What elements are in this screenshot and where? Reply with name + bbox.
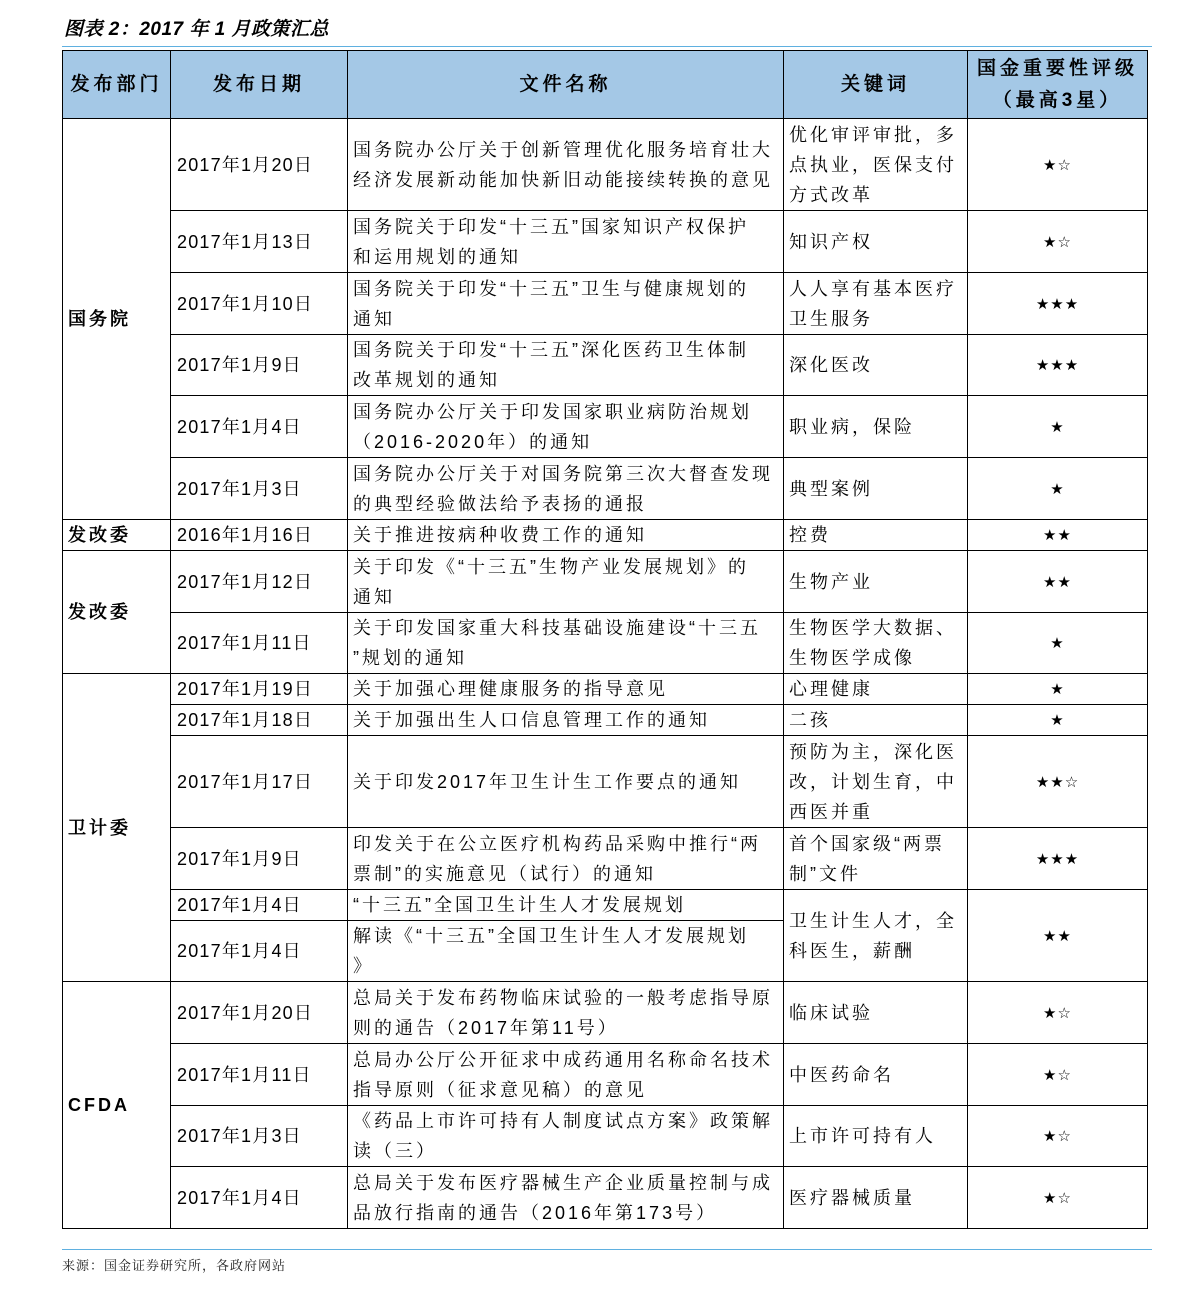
- document-cell: [348, 736, 784, 828]
- rating-stars: ★: [1050, 680, 1065, 698]
- rating-cell: [968, 736, 1148, 828]
- date-cell: [171, 736, 348, 828]
- keywords-text: 卫生计生人才，全 科医生，薪酬: [789, 910, 957, 961]
- header-rating: [968, 51, 1148, 119]
- document-cell: [348, 674, 784, 705]
- document-text: 解读《“十三五”全国卫生计生人才发展规划 》: [353, 926, 749, 976]
- document-cell: [348, 520, 784, 551]
- header-department-text: 发布部门: [70, 73, 163, 95]
- date-text: 2017年1月11日: [177, 633, 312, 653]
- header-keywords-text: 关键词: [840, 73, 910, 95]
- department-text: 发改委: [68, 602, 131, 622]
- date-text: 2017年1月10日: [177, 293, 314, 314]
- keywords-cell: [784, 551, 968, 613]
- department-text: 国务院: [68, 309, 131, 329]
- rating-cell: [968, 1044, 1148, 1106]
- date-text: 2017年1月12日: [177, 571, 314, 592]
- document-cell: [348, 828, 784, 890]
- rating-cell: [968, 119, 1148, 211]
- date-text: 2017年1月3日: [177, 478, 302, 499]
- rating-cell: [968, 211, 1148, 273]
- date-text: 2017年1月4日: [177, 895, 302, 915]
- department-text: CFDA: [68, 1095, 130, 1115]
- keywords-text: 首个国家级“两票 制”文件: [789, 833, 945, 884]
- rating-stars: ★☆: [1043, 1127, 1072, 1145]
- date-text: 2017年1月11日: [177, 1064, 312, 1085]
- keywords-text: 生物产业: [789, 571, 873, 592]
- department-ndrc-2: [63, 551, 171, 674]
- header-date-text: 发布日期: [212, 73, 305, 95]
- date-text: 2016年1月16日: [177, 525, 314, 545]
- document-cell: [348, 396, 784, 458]
- document-text: 关于加强心理健康服务的指导意见: [353, 679, 668, 699]
- rating-stars: ★: [1050, 711, 1065, 729]
- department-state-council: [63, 119, 171, 520]
- date-text: 2017年1月9日: [177, 848, 302, 869]
- date-text: 2017年1月9日: [177, 355, 302, 375]
- date-text: 2017年1月13日: [177, 231, 314, 252]
- date-text: 2017年1月4日: [177, 416, 302, 437]
- rating-cell: [968, 335, 1148, 396]
- document-text: 印发关于在公立医疗机构药品采购中推行“两 票制”的实施意见（试行）的通知: [353, 833, 761, 884]
- rating-stars: ★: [1050, 479, 1065, 498]
- rating-stars: ★★★: [1035, 849, 1080, 868]
- header-department: [63, 51, 171, 119]
- document-cell: [348, 551, 784, 613]
- policy-table: [62, 50, 1148, 1229]
- document-text: 总局关于发布医疗器械生产企业质量控制与成 品放行指南的通告（2016年第173号）: [353, 1172, 773, 1223]
- date-cell: [171, 828, 348, 890]
- document-cell: [348, 1106, 784, 1167]
- rating-stars: ★★: [1043, 572, 1072, 591]
- keywords-cell: [784, 982, 968, 1044]
- date-cell: [171, 273, 348, 335]
- keywords-text: 中医药命名: [789, 1064, 894, 1085]
- document-text: 国务院办公厅关于对国务院第三次大督查发现 的典型经验做法给予表扬的通报: [353, 463, 773, 514]
- keywords-cell: [784, 1106, 968, 1167]
- document-text: 国务院关于印发“十三五”卫生与健康规划的 通知: [353, 278, 749, 329]
- document-text: 关于推进按病种收费工作的通知: [353, 525, 647, 545]
- date-text: 2017年1月17日: [177, 771, 314, 792]
- keywords-text: 上市许可持有人: [789, 1126, 936, 1146]
- document-text: 国务院办公厅关于印发国家职业病防治规划 （2016-2020年）的通知: [353, 401, 752, 452]
- date-cell: [171, 1106, 348, 1167]
- document-cell: [348, 273, 784, 335]
- keywords-text: 优化审评审批，多 点执业，医保支付 方式改革: [789, 124, 957, 205]
- rating-cell: [968, 1106, 1148, 1167]
- date-cell: [171, 674, 348, 705]
- document-text: 国务院办公厅关于创新管理优化服务培育壮大 经济发展新动能加快新旧动能接续转换的意见: [353, 139, 773, 190]
- department-nhfpc: [63, 674, 171, 982]
- document-cell: [348, 211, 784, 273]
- keywords-cell: [784, 674, 968, 705]
- rating-stars: ★★★: [1035, 294, 1080, 313]
- rating-cell: [968, 551, 1148, 613]
- header-keywords: [784, 51, 968, 119]
- date-text: 2017年1月18日: [177, 710, 314, 730]
- date-cell: [171, 982, 348, 1044]
- keywords-text: 医疗器械质量: [789, 1187, 915, 1208]
- document-cell: [348, 335, 784, 396]
- date-cell: [171, 396, 348, 458]
- keywords-text: 临床试验: [789, 1002, 873, 1023]
- keywords-cell: [784, 119, 968, 211]
- date-cell: [171, 551, 348, 613]
- document-text: 国务院关于印发“十三五”深化医药卫生体制 改革规划的通知: [353, 340, 749, 390]
- date-cell: [171, 921, 348, 982]
- document-cell: [348, 458, 784, 520]
- keywords-text: 典型案例: [789, 478, 873, 499]
- document-text: 国务院关于印发“十三五”国家知识产权保护 和运用规划的通知: [353, 216, 749, 267]
- date-cell: [171, 335, 348, 396]
- keywords-text: 深化医改: [789, 355, 873, 375]
- rating-stars: ★: [1050, 634, 1065, 652]
- document-cell: [348, 1167, 784, 1229]
- header-document: [348, 51, 784, 119]
- date-text: 2017年1月19日: [177, 679, 314, 699]
- keywords-cell: [784, 273, 968, 335]
- date-text: 2017年1月4日: [177, 1187, 302, 1208]
- keywords-text: 知识产权: [789, 231, 873, 252]
- header-date: [171, 51, 348, 119]
- document-cell: [348, 705, 784, 736]
- keywords-cell: [784, 211, 968, 273]
- date-cell: [171, 458, 348, 520]
- rating-stars: ★☆: [1043, 155, 1072, 174]
- keywords-text: 人人享有基本医疗 卫生服务: [789, 278, 957, 329]
- rating-stars: ★★☆: [1035, 772, 1080, 791]
- keywords-cell: [784, 890, 968, 982]
- document-cell: [348, 890, 784, 921]
- keywords-cell: [784, 520, 968, 551]
- keywords-text: 生物医学大数据、 生物医学成像: [789, 618, 957, 668]
- date-cell: [171, 1167, 348, 1229]
- document-cell: [348, 119, 784, 211]
- keywords-cell: [784, 1044, 968, 1106]
- keywords-cell: [784, 736, 968, 828]
- keywords-text: 心理健康: [789, 679, 873, 699]
- rating-cell: [968, 520, 1148, 551]
- rating-stars: ★☆: [1043, 232, 1072, 251]
- department-text: 卫计委: [68, 817, 131, 838]
- document-text: 关于印发2017年卫生计生工作要点的通知: [353, 771, 742, 792]
- date-cell: [171, 705, 348, 736]
- source-divider: [62, 1249, 1152, 1250]
- rating-cell: [968, 982, 1148, 1044]
- rating-cell: [968, 396, 1148, 458]
- rating-cell: [968, 273, 1148, 335]
- keywords-cell: [784, 396, 968, 458]
- rating-stars: ★★★: [1035, 356, 1080, 374]
- rating-cell: [968, 828, 1148, 890]
- rating-cell: [968, 890, 1148, 982]
- keywords-cell: [784, 828, 968, 890]
- document-cell: [348, 1044, 784, 1106]
- date-cell: [171, 119, 348, 211]
- keywords-cell: [784, 1167, 968, 1229]
- date-text: 2017年1月20日: [177, 154, 314, 175]
- header-rating-text: 国金重要性评级 （最高3星）: [976, 57, 1138, 111]
- date-text: 2017年1月3日: [177, 1126, 302, 1146]
- document-text: “十三五”全国卫生计生人才发展规划: [353, 895, 686, 915]
- rating-stars: ★★: [1043, 926, 1072, 945]
- rating-stars: ★: [1050, 417, 1065, 436]
- keywords-cell: [784, 705, 968, 736]
- date-cell: [171, 211, 348, 273]
- date-text: 2017年1月4日: [177, 941, 302, 961]
- rating-cell: [968, 1167, 1148, 1229]
- rating-cell: [968, 705, 1148, 736]
- document-cell: [348, 982, 784, 1044]
- page-title: 图表 2：2017 年 1 月政策汇总: [64, 19, 330, 40]
- date-cell: [171, 1044, 348, 1106]
- rating-cell: [968, 458, 1148, 520]
- keywords-cell: [784, 335, 968, 396]
- rating-stars: ★☆: [1043, 1003, 1072, 1022]
- document-text: 总局办公厅公开征求中成药通用名称命名技术 指导原则（征求意见稿）的意见: [353, 1049, 773, 1100]
- keywords-cell: [784, 458, 968, 520]
- document-text: 关于印发《“十三五”生物产业发展规划》的 通知: [353, 556, 749, 607]
- document-text: 关于加强出生人口信息管理工作的通知: [353, 710, 710, 730]
- date-cell: [171, 613, 348, 674]
- source-note: 来源：国金证券研究所，各政府网站: [62, 1258, 287, 1273]
- department-ndrc: [63, 520, 171, 551]
- rating-cell: [968, 613, 1148, 674]
- date-text: 2017年1月20日: [177, 1002, 314, 1023]
- keywords-text: 职业病，保险: [789, 416, 915, 437]
- department-cfda: [63, 982, 171, 1229]
- document-text: 《药品上市许可持有人制度试点方案》政策解 读（三）: [353, 1111, 773, 1161]
- document-cell: [348, 921, 784, 982]
- date-cell: [171, 520, 348, 551]
- rating-stars: ★★: [1043, 526, 1072, 544]
- title-divider: [62, 46, 1152, 47]
- keywords-cell: [784, 613, 968, 674]
- date-cell: [171, 890, 348, 921]
- document-cell: [348, 613, 784, 674]
- keywords-text: 预防为主，深化医 改，计划生育，中 西医并重: [789, 741, 957, 822]
- rating-stars: ★☆: [1043, 1065, 1072, 1084]
- keywords-text: 控费: [789, 525, 831, 545]
- document-text: 关于印发国家重大科技基础设施建设“十三五 ”规划的通知: [353, 618, 761, 668]
- rating-cell: [968, 674, 1148, 705]
- document-text: 总局关于发布药物临床试验的一般考虑指导原 则的通告（2017年第11号）: [353, 987, 773, 1038]
- header-document-text: 文件名称: [519, 73, 612, 95]
- rating-stars: ★☆: [1043, 1188, 1072, 1207]
- department-text: 发改委: [68, 525, 131, 545]
- keywords-text: 二孩: [789, 710, 831, 730]
